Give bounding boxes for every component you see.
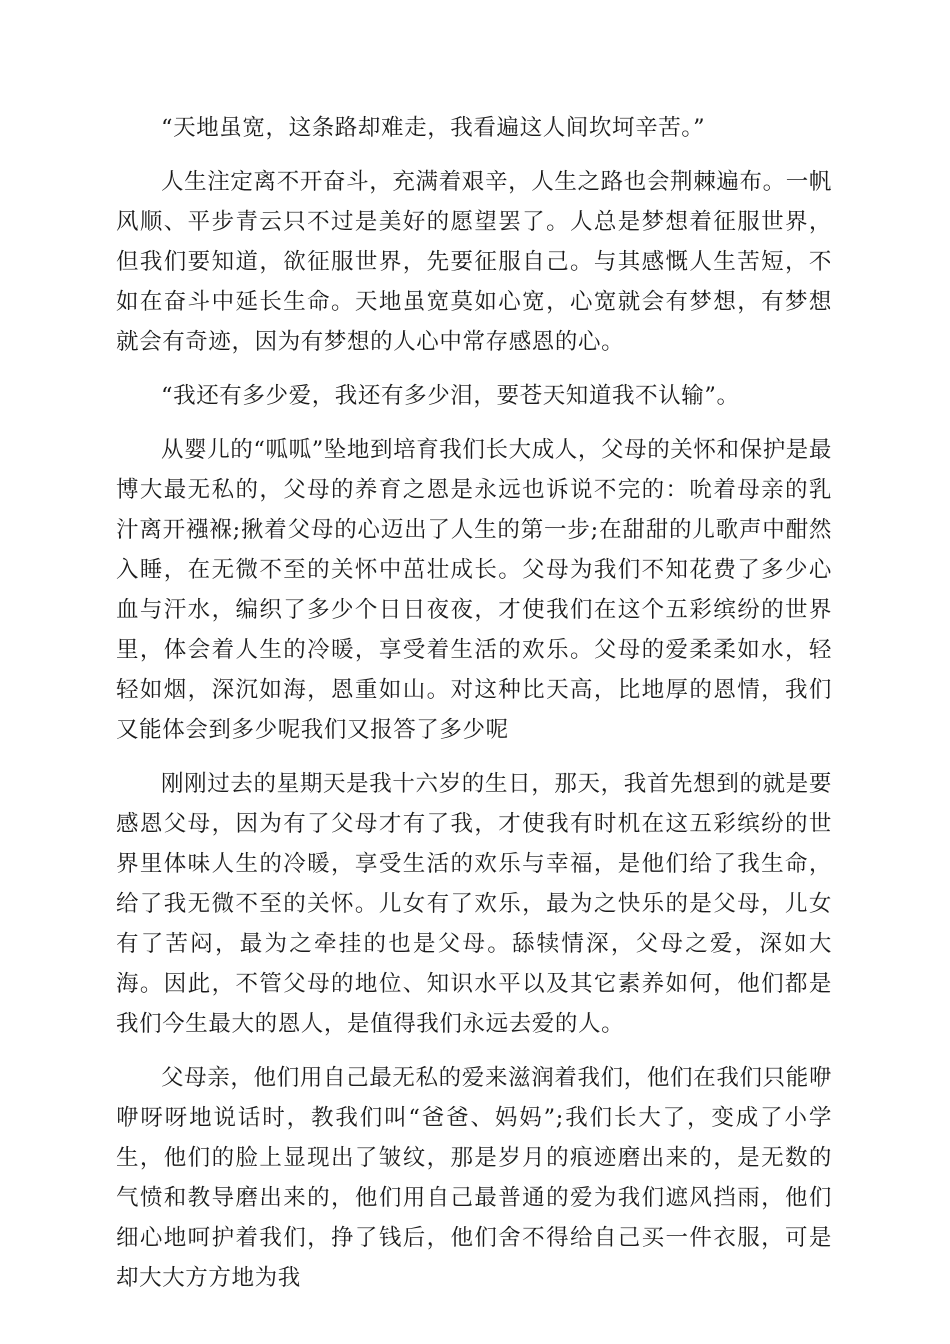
document-body: [116, 108, 832, 1312]
paragraph-parents-care: 父母亲，他们用自己最无私的爱来滋润着我们，他们在我们只能咿咿呀呀地说话时，教我们叫“爸爸、妈妈”;我们长大了，变成了小学生，他们的脸上显现出了皱纹，那是岁月的痕迹磨出来的，是无数的气愤和教导磨出来的，他们用自己最普通的爱为我们遮风挡雨，他们细心地呵护着我们，挣了钱后，他们舍不得给自己买一件衣服，可是却大大方方地为我: [116, 1065, 832, 1291]
paragraph-birthday: 刚刚过去的星期天是我十六岁的生日，那天，我首先想到的就是要感恩父母，因为有了父母才有了我，才使我有时机在这五彩缤纷的世界里体味人生的冷暖，享受生活的欢乐与幸福，是他们给了我生命，给了我无微不至的关怀。儿女有了欢乐，最为之快乐的是父母，儿女有了苦闷，最为之牵挂的也是父母。舔犊情深，父母之爱，深如大海。因此，不管父母的地位、知识水平以及其它素养如何，他们都是我们今生最大的恩人，是值得我们永远去爱的人。: [116, 771, 832, 1037]
paragraph-parents-love: 从婴儿的“呱呱”坠地到培育我们长大成人，父母的关怀和保护是最博大最无私的，父母的养育之恩是永远也诉说不完的：吮着母亲的乳汁离开襁褓;揪着父母的心迈出了人生的第一步;在甜甜的儿歌声中酣然入睡，在无微不至的关怀中茁壮成长。父母为我们不知花费了多少心血与汗水，编织了多少个日日夜夜，才使我们在这个五彩缤纷的世界里，体会着人生的冷暖，享受着生活的欢乐。父母的爱柔柔如水，轻轻如烟，深沉如海，恩重如山。对这种比天高，比地厚的恩情，我们又能体会到多少呢我们又报答了多少呢: [116, 437, 833, 743]
paragraph-quote-2: “我还有多少爱，我还有多少泪，要苍天知道我不认输”。: [161, 383, 740, 409]
paragraph-struggle: 人生注定离不开奋斗，充满着艰辛，人生之路也会荆棘遍布。一帆风顺、平步青云只不过是美好的愿望罢了。人总是梦想着征服世界，但我们要知道，欲征服世界，先要征服自己。与其感慨人生苦短，不如在奋斗中延长生命。天地虽宽莫如心宽，心宽就会有梦想，有梦想就会有奇迹，因为有梦想的人心中常存感恩的心。: [116, 169, 832, 355]
paragraph-quote-1: “天地虽宽，这条路却难走，我看遍这人间坎坷辛苦。”: [161, 115, 706, 141]
